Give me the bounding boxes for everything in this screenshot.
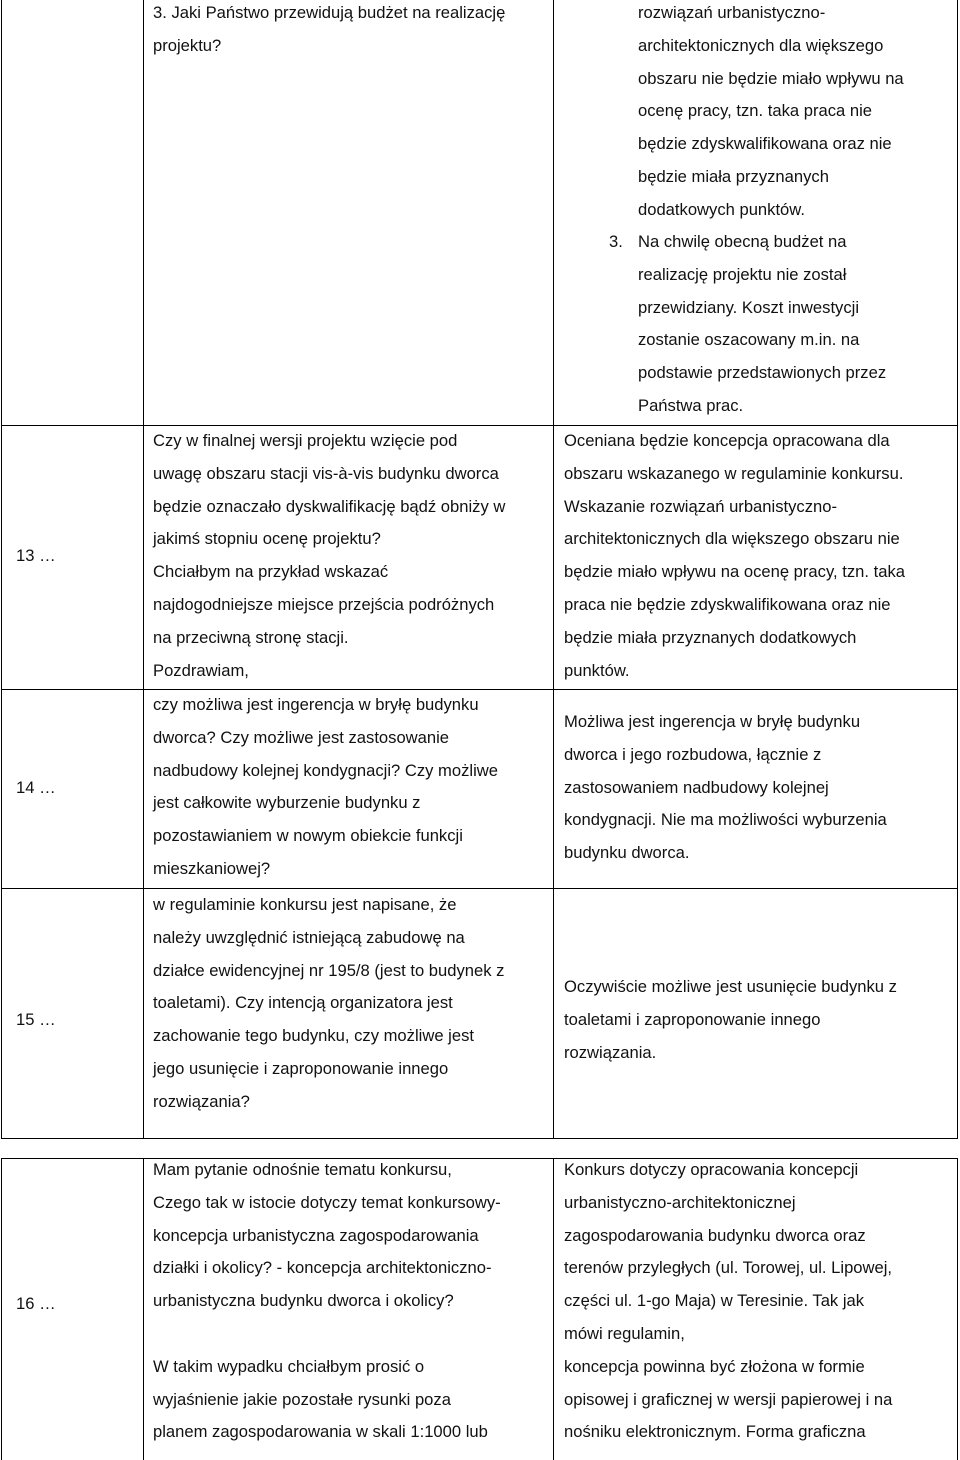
answer-text: rozwiązań urbanistyczno- architektonicznych dla większego obszaru nie będzie miało wpływu na ocenę pracy, tzn. taka praca nie będzie zdyskwalifikowana oraz nie będzie miała przyznanych dodatkowych punktów. [638,3,904,219]
column-divider-question [553,0,554,1139]
column-divider-number [143,0,144,1139]
column-divider-question [553,1158,554,1460]
question-text: w regulaminie konkursu jest napisane, że należy uwzględnić istniejącą zabudowę na działce ewidencyjnej nr 195/8 (jest to budynek z toaletami). Czy intencją organizatora jest zachowanie tego budynku, czy możliwe jest jego usunięcie i zaproponowanie innego rozwiązania? [153,895,505,1111]
row-number: 16 … [16,1294,56,1313]
table-right-border [957,1158,958,1460]
question-text: Czy w finalnej wersji projektu wzięcie pod uwagę obszaru stacji vis-à-vis budynku dworca będzie oznaczało dyskwalifikację bądź obniży w jakimś stopniu ocenę projektu? Chciałbym na przykład wskazać najdogodniejsze miejsce przejścia podróżnych na przeciwną stronę stacji. Pozdrawiam, [153,431,506,680]
question-text: Mam pytanie odnośnie tematu konkursu, Czego tak w istocie dotyczy temat konkursowy- koncepcja urbanistyczna zagospodarowania działki i okolicy? - koncepcja architektoniczno- urbanistyczna budynku dworca i okolicy? W takim wypadku chciałbym prosić o wyjaśnienie jakie pozostałe rysunki poza planem zagospodarowania w skali 1:1000 lub [153,1160,501,1442]
answer-text: Oceniana będzie koncepcja opracowana dla obszaru wskazanego w regulaminie konkursu. Wskazanie rozwiązań urbanistyczno- architektonicznych dla większego obszaru nie będzie miało wpływu na ocenę pracy, tzn. taka praca nie będzie zdyskwalifikowana oraz nie będzie miała przyznanych dodatkowych punktów. [564,431,905,680]
table-left-border [1,0,2,1139]
table-left-border [1,1158,2,1460]
table-right-border [957,0,958,1139]
column-divider-number [143,1158,144,1460]
table-bottom-border [1,1138,958,1139]
list-item-number: 3. [609,232,623,251]
question-text: czy możliwa jest ingerencja w bryłę budynku dworca? Czy możliwe jest zastosowanie nadbudowy kolejnej kondygnacji? Czy możliwe jest całkowite wyburzenie budynku z pozostawianiem w nowym obiekcie funkcji mieszkaniowej? [153,695,498,878]
answer-text: Konkurs dotyczy opracowania koncepcji urbanistyczno-architektonicznej zagospodarowania budynku dworca oraz terenów przyległych (ul. Torowej, ul. Lipowej, części ul. 1-go Maja) w Teresinie. Tak jak mówi regulamin, koncepcja powinna być złożona w formie opisowej i graficznej w wersji papierowej i na nośniku elektronicznym. Forma graficzna [564,1160,893,1442]
answer-text: Możliwa jest ingerencja w bryłę budynku dworca i jego rozbudowa, łącznie z zastosowaniem nadbudowy kolejnej kondygnacji. Nie ma możliwości wyburzenia budynku dworca. [564,712,887,863]
row-number: 14 … [16,778,56,797]
answer-text: Oczywiście możliwe jest usunięcie budynku z toaletami i zaproponowanie innego rozwiązania. [564,977,897,1062]
answer-list-item: Na chwilę obecną budżet na realizację projektu nie został przewidziany. Koszt inwestycji zostanie oszacowany m.in. na podstawie przedstawionych przez Państwa prac. [638,232,887,415]
row-number: 13 … [16,546,56,565]
question-text: 3. Jaki Państwo przewidują budżet na realizację projektu? [153,3,506,55]
row-number: 15 … [16,1010,56,1029]
